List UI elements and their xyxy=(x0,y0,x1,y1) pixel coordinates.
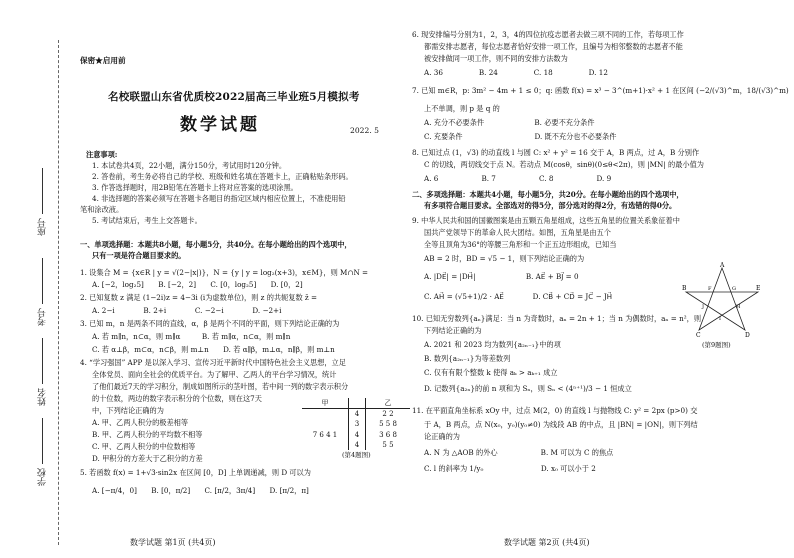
note-line: 4. 非选择题的答案必须写在答题卡各题目的指定区域内相应位置上，不准使用铅 xyxy=(92,194,346,203)
q7-options-cd: C. 充要条件 D. 既不充分也不必要条件 xyxy=(424,132,617,141)
school-field: 学校 xyxy=(36,418,49,486)
question-8: 8. 已知过点 (1，√3) 的动直线 l 与圆 C: x² + y² = 16 交于 A，B 两点，过 A，B 分别作 xyxy=(412,148,700,157)
label-e: E xyxy=(756,285,761,292)
label-f: F xyxy=(708,286,712,292)
stem-leaf-caption: (第4题图) xyxy=(342,451,371,459)
notes-title: 注意事项: xyxy=(86,150,118,159)
name-field: 姓名 xyxy=(36,338,49,406)
question-9-cont: 全等且顶角为36°的等腰三角形和一个正五边形组成，已知当 xyxy=(424,240,617,249)
stem-row: 4 2 2 xyxy=(302,409,410,420)
q10-option-d: D. 记数列{a₂ₙ}的前 n 项和为 Sₙ，则 Sₙ < (4ⁿ⁺¹)/3 − 1 恒成立 xyxy=(424,384,632,393)
question-4-cont: 了他们最近7天的学习积分，制成如图所示的茎叶图，若中间一列的数字表示积分 xyxy=(92,382,349,391)
q10-option-b: B. 数列{a₂ₙ₋₁}为等差数列 xyxy=(424,354,511,363)
q4-option-a: A. 甲、乙两人积分的极差相等 xyxy=(92,418,189,427)
stem-row: 4 5 5 xyxy=(302,440,410,450)
exam-number-field: 考号 xyxy=(36,258,49,326)
note-line: 5. 考试结束后，考生上交答题卡。 xyxy=(92,216,202,225)
question-9-cont: 国共产党领导下的革命人民大团结。如图，五角星是由五个 xyxy=(424,228,611,237)
exam-date: 2022. 5 xyxy=(350,126,379,135)
question-9: 9. 中华人民共和国的国徽图案是由五颗五角星组成，这些五角星的位置关系象征着中 xyxy=(412,216,680,225)
q7-options-ab: A. 充分不必要条件 B. 必要不充分条件 xyxy=(424,118,595,127)
question-4-cont: 中，下列结论正确的为 xyxy=(92,406,164,415)
note-line: 1. 本试卷共4页，22小题，满分150分，考试用时120分钟。 xyxy=(92,161,287,170)
question-3: 3. 已知 m，n 是两条不同的直线，α，β 是两个不同的平面，则下列结论正确的为 xyxy=(80,319,340,328)
question-1: 1. 设集合 M = {x∈R | y = √(2−|x|)}，N = {y | y = log₂(x+3)，x∈M}，则 M∩N = xyxy=(80,268,369,277)
question-4: 4. “学习强国” APP 是以深入学习、宣传习近平新时代中国特色社会主义思想，立足 xyxy=(80,358,346,367)
question-5: 5. 若函数 f(x) = 1+√3·sin2x 在区间 [0，D] 上单调递减，则 D 可以为 xyxy=(80,468,311,477)
note-line: 笔和涂改液。 xyxy=(80,205,124,214)
q9-options-ab: A. |DE⃗| = |DH⃗| B. AE⃗ + BJ⃗ = 0 xyxy=(424,272,579,281)
q4-option-c: C. 甲、乙两人积分的中位数相等 xyxy=(92,442,196,451)
question-4-cont: 的十位数，两边的数字表示积分的个位数，则在这7天 xyxy=(92,394,262,403)
note-line: 3. 作答选择题时，用2B铅笔在答题卡上将对应答案的选项涂黑。 xyxy=(92,183,298,192)
label-d: D xyxy=(745,332,750,338)
q3-options-cd: C. 若 α⊥β，m⊂α，n⊂β，则 m⊥n D. 若 α∥β，m⊥α，n∥β，则 m⊥n xyxy=(92,345,335,354)
q5-options: A. [−π/4，0] B. [0，π/2] C. [π/2，3π/4] D. [π/2，π] xyxy=(92,486,309,495)
question-11-cont: 论正确的为 xyxy=(424,432,460,441)
label-c: C xyxy=(696,332,701,338)
question-10: 10. 已知无穷数列{aₙ}满足：当 n 为奇数时，aₙ = 2n + 1；当 n 为偶数时，aₙ = n²，则 xyxy=(412,314,702,323)
label-g: G xyxy=(732,286,736,292)
q6-options: A. 36 B. 24 C. 18 D. 12 xyxy=(424,68,608,77)
stem-leaf-plot xyxy=(302,398,410,450)
q10-option-c: C. 仅有有限个整数 k 使得 aₖ > aₖ₊₁ 成立 xyxy=(424,368,558,377)
label-a: A xyxy=(720,262,725,269)
label-b: B xyxy=(682,285,687,292)
section-heading: 只有一项是符合题目要求的。 xyxy=(92,251,186,260)
binding-line xyxy=(58,40,59,545)
question-6-cont: 都需安排志愿者，每位志愿者恰好安排一项工作，且编号为相邻整数的志愿者不能 xyxy=(424,42,683,51)
question-7: 7. 已知 m∈R，p: 3m² − 4m + 1 ≤ 0；q: 函数 f(x) = x³ − 3^(m+1)·x² + 1 在区间 (−2/(√3)^m，18/(√3)^m) xyxy=(412,86,789,95)
pentagram-outline xyxy=(686,268,761,330)
label-j: J xyxy=(702,304,705,310)
stem-header-mid xyxy=(349,398,366,409)
question-4-cont: 全体党员、面向全社会的优质平台。为了解甲、乙两人的平台学习情况，统计 xyxy=(92,370,337,379)
q8-options: A. 6 B. 7 C. 8 D. 9 xyxy=(424,174,612,183)
seat-number-field: 座号 xyxy=(36,168,49,236)
question-8-cont: C 的切线，两切线交于点 N。若动点 M(cosθ，sinθ)(0≤θ<2π)，则 |MN| 的最小值为 xyxy=(424,160,704,169)
subject-title: 数学试题 xyxy=(180,115,260,135)
page-2 xyxy=(412,0,789,558)
q3-options-ab: A. 若 m∥n，n⊂α，则 m∥α B. 若 m∥α，n⊂α，则 m∥n xyxy=(92,332,291,341)
secret-mark: 保密★启用前 xyxy=(80,56,126,65)
stem-row: 3 5 5 8 xyxy=(302,419,410,429)
star-caption: (第9题图) xyxy=(702,341,731,349)
q10-option-a: A. 2021 和 2023 均为数列{a₂ₙ₋₁}中的项 xyxy=(424,340,561,349)
stem-header-right: 乙 xyxy=(366,398,411,409)
section-heading: 二、多项选择题：本题共4小题，每小题5分，共20分。在每小题给出的四个选项中， xyxy=(412,190,684,199)
label-i: I xyxy=(719,316,721,322)
q4-option-b: B. 甲、乙两人积分的平均数不相等 xyxy=(92,430,203,439)
stem-row: 7 6 4 1 4 3 6 8 xyxy=(312,430,397,439)
binding-margin xyxy=(0,0,78,558)
q1-options: A. [−2，log₂5] B. [−2，2] C. [0，log₂5] D. [0，2] xyxy=(92,280,303,289)
exam-title: 名校联盟山东省优质校2022届高三毕业班5月模拟考 xyxy=(108,91,360,103)
question-7-cont: 上不单调，则 p 是 q 的 xyxy=(424,104,500,113)
page-footer: 数学试题 第1页 (共4页) xyxy=(130,538,216,547)
section-heading: 有多项符合题目要求。全部选对的得5分，部分选对的得2分，有选错的得0分。 xyxy=(424,201,677,210)
page-footer: 数学试题 第2页 (共4页) xyxy=(504,538,590,547)
label-h: H xyxy=(736,304,741,310)
question-6-cont: 被安排做同一项工作，则不同的安排方法数为 xyxy=(424,54,568,63)
q4-option-d: D. 甲积分的方差大于乙积分的方差 xyxy=(92,454,203,463)
question-2: 2. 已知复数 z 满足 (1−2i)z = 4−3i (i为虚数单位)，则 z 的共轭复数 z̄ = xyxy=(80,293,318,302)
page-1 xyxy=(80,0,410,558)
section-heading: 一、单项选择题：本题共8小题，每小题5分，共40分。在每小题给出的四个选项中， xyxy=(80,240,352,249)
note-line: 2. 答卷前，考生务必将自己的学校、班级和姓名填在答题卡上，正确粘贴条形码。 xyxy=(92,172,353,181)
question-9-cont: AB = 2 时，BD = √5 − 1，则下列结论正确的为 xyxy=(424,254,585,263)
pentagram-figure xyxy=(682,262,762,338)
q9-options-cd: C. AH⃗ = (√5+1)/2 · AE⃗ D. CB⃗ + CD⃗ = JC⃗ − JH⃗ xyxy=(424,292,613,301)
question-6: 6. 现安排编号分别为1，2，3，4的四位抗疫志愿者去做三项不同的工作，若每项工作 xyxy=(412,30,684,39)
question-11-cont: 于 A，B 两点，点 N(x₀，y₀)(y₀≠0) 为线段 AB 的中点，且 |BN| = |ON|，则下列结 xyxy=(424,420,698,429)
question-10-cont: 下列结论正确的为 xyxy=(424,326,482,335)
question-11: 11. 在平面直角坐标系 xOy 中，过点 M(2，0) 的直线 l 与抛物线 C: y² = 2px (p>0) 交 xyxy=(412,406,698,415)
stem-header-left: 甲 xyxy=(302,398,349,409)
q2-options: A. 2−i B. 2+i C. −2−i D. −2+i xyxy=(92,306,282,315)
q11-options-cd: C. l 的斜率为 1/y₀ D. x₀ 可以小于 2 xyxy=(424,464,596,473)
q11-options-ab: A. N 为 △AOB 的外心 B. M 可以为 C 的焦点 xyxy=(424,448,614,457)
